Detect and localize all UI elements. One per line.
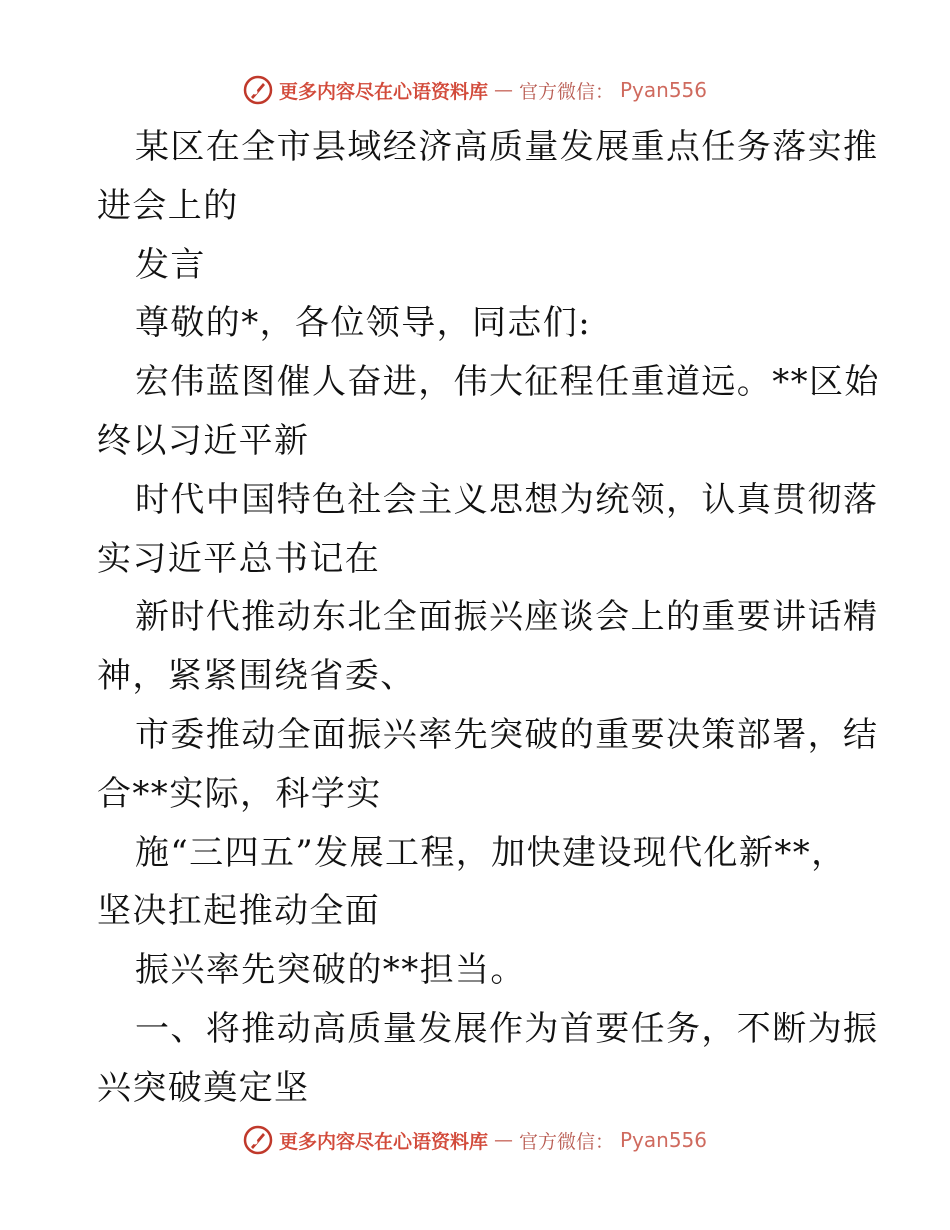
watermark-wechat-id: Pyan556 (620, 78, 708, 102)
watermark-separator: — (493, 79, 513, 101)
paragraph-line: 坚决扛起推动全面 (97, 891, 381, 932)
document-body (97, 118, 880, 1118)
paragraph-line: 神，紧紧围绕省委、 (97, 656, 416, 697)
paragraph-line: 宏伟蓝图催人奋进，伟大征程任重道远。**区始 (135, 362, 880, 403)
header-watermark (0, 70, 950, 110)
salutation: 尊敬的*，各位领导，同志们: (135, 303, 592, 344)
watermark-wechat-label: 官方微信： (518, 1130, 614, 1153)
watermark-wechat-id: Pyan556 (620, 1128, 708, 1152)
paragraph-line: 新时代推动东北全面振兴座谈会上的重要讲话精 (135, 597, 879, 638)
watermark-wechat-label: 官方微信： (518, 80, 614, 103)
paragraph-line: 合**实际，科学实 (97, 773, 382, 814)
section-heading-line: 一、将推动高质量发展作为首要任务，不断为振 (135, 1008, 879, 1049)
paragraph-line: 市委推动全面振兴率先突破的重要决策部署，结 (135, 714, 879, 755)
paragraph-line: 终以习近平新 (97, 420, 310, 461)
quill-logo-icon (243, 1125, 273, 1155)
section-heading-line: 兴突破奠定坚 (97, 1067, 310, 1108)
footer-watermark (0, 1120, 950, 1160)
watermark-site-text: 更多内容尽在心语资料库 (278, 80, 488, 103)
paragraph-line: 时代中国特色社会主义思想为统领，认真贯彻落 (135, 479, 879, 520)
title-line-1: 某区在全市县域经济高质量发展重点任务落实推 (135, 127, 879, 167)
watermark-site-text: 更多内容尽在心语资料库 (278, 1130, 488, 1153)
paragraph-line: 振兴率先突破的**担当。 (135, 950, 526, 991)
paragraph-line: 实习近平总书记在 (97, 538, 381, 579)
paragraph-line: 施“三四五”发展工程，加快建设现代化新**， (135, 832, 847, 873)
title-line-3: 发言 (135, 244, 206, 285)
title-line-2: 进会上的 (97, 185, 239, 226)
watermark-separator: — (493, 1129, 513, 1151)
quill-logo-icon (243, 75, 273, 105)
